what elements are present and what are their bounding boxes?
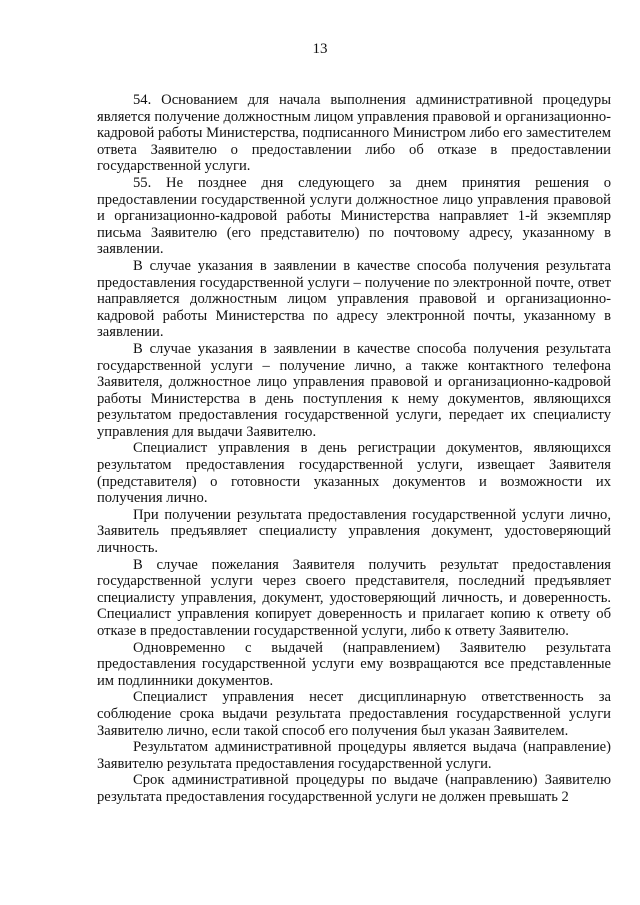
- paragraph-55: 55. Не позднее дня следующего за днем принятия решения о предоставлении государственной услуги должностное лицо управления правовой и организационно-кадровой работы Министерства направляет 1-й экземпляр письма Заявителю (его представителю) по почтовому адресу, указанному в заявлении.: [97, 174, 611, 258]
- paragraph-email-delivery: В случае указания в заявлении в качестве способа получения результата предоставления государственной услуги – получение по электронной почте, ответ направляется должностным лицом управления правовой и организационно-кадровой работы Министерства по адресу электронной почты, указанному в заявлении.: [97, 257, 611, 341]
- paragraph-term: Срок административной процедуры по выдаче (направлению) Заявителю результата предоставления государственной услуги не должен превышать 2: [97, 772, 611, 805]
- document-body: [97, 92, 611, 806]
- paragraph-responsibility: Специалист управления несет дисциплинарную ответственность за соблюдение срока выдачи результата предоставления государственной услуги Заявителю лично, если такой способ его получения был указан Заявителем.: [97, 689, 611, 739]
- paragraph-representative: В случае пожелания Заявителя получить результат предоставления государственной услуги через своего представителя, последний предъявляет специалисту управления, документ, удостоверяющий личность, и доверенность. Специалист управления копирует доверенность и прилагает копию к ответу об отказе в предоставлении государственной услуги, либо к ответу Заявителю.: [97, 556, 611, 639]
- page-number: 13: [312, 41, 328, 57]
- paragraph-54: 54. Основанием для начала выполнения административной процедуры является получение должностным лицом управления правовой и организационно-кадровой работы Министерства, подписанного Министром либо его заместителем ответа Заявителю о предоставлении либо об отказе в предоставлении государственной услуги.: [97, 92, 611, 175]
- paragraph-notification: Специалист управления в день регистрации документов, являющихся результатом предоставления государственной услуги, извещает Заявителя (представителя) о готовности указанных документов и возможности их получения лично.: [97, 440, 611, 507]
- paragraph-result: Результатом административной процедуры является выдача (направление) Заявителю результата предоставления государственной услуги.: [97, 739, 611, 772]
- paragraph-personal-delivery: В случае указания в заявлении в качестве способа получения результата государственной услуги – получение лично, а также контактного телефона Заявителя, должностное лицо управления правовой и организационно-кадровой работы Министерства в день поступления к нему документов, являющихся результатом предоставления государственной услуги, передает их специалисту управления для выдачи Заявителю.: [97, 340, 611, 440]
- paragraph-identity-document: При получении результата предоставления государственной услуги лично, Заявитель предъявляет специалисту управления документ, удостоверяющий личность.: [97, 506, 611, 557]
- paragraph-return-originals: Одновременно с выдачей (направлением) Заявителю результата предоставления государственной услуги ему возвращаются все представленные им подлинники документов.: [97, 639, 611, 689]
